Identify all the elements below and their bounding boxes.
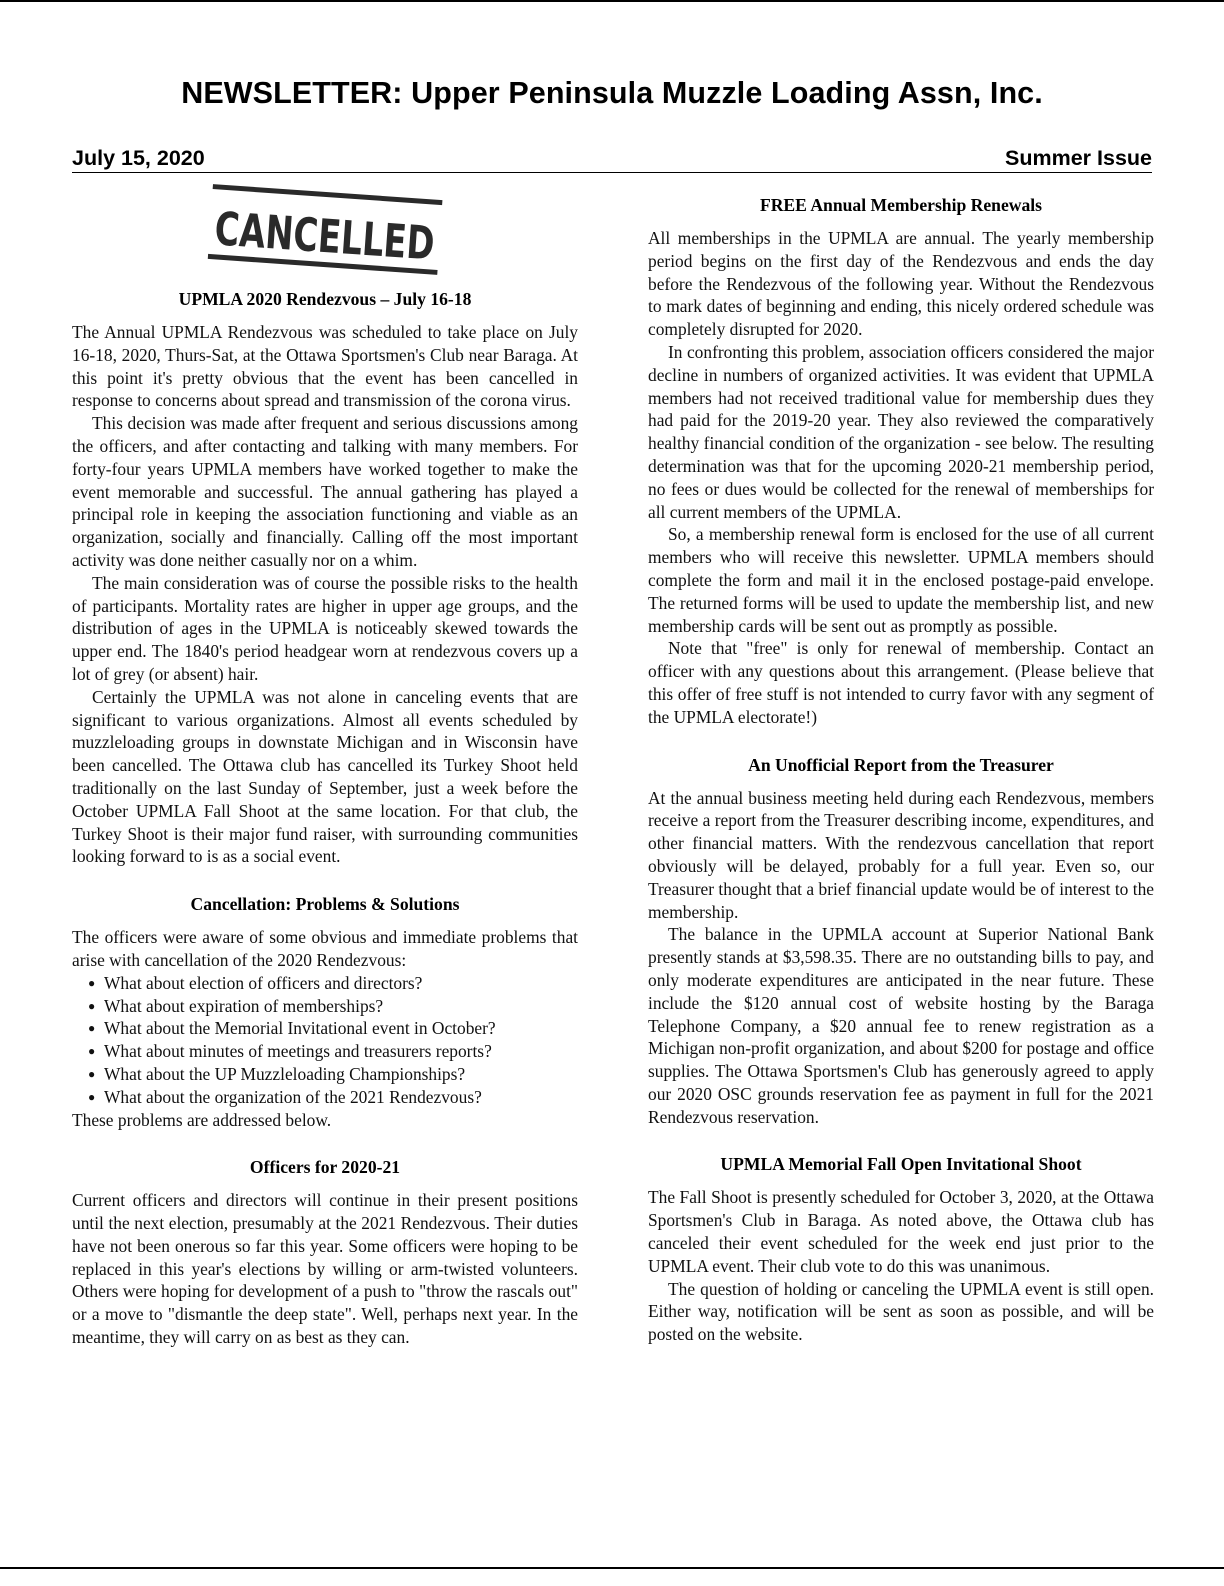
stamp-text: CANCELLED [213, 201, 518, 277]
officers-heading: Officers for 2020-21 [249, 1157, 401, 1178]
membership-paragraph: So, a membership renewal form is enclosed for the use of all current members who will receive this newsletter. UPMLA members should complete the form and mail it in the enclosed postage-paid envelope. The returned forms will be used to update the membership list, and new membership cards will be sent out as promptly as possible. [648, 524, 1154, 636]
fallshoot-heading: UPMLA Memorial Fall Open Invitational Shoot [720, 1154, 1082, 1175]
rendezvous-heading: UPMLA 2020 Rendezvous – July 16-18 [178, 289, 472, 309]
question-item: ● What about the organization of the 2021 Rendezvous? [88, 1086, 578, 1109]
rendezvous-paragraph: The Annual UPMLA Rendezvous was scheduled to take place on July 16-18, 2020, Thurs-Sat, at the Ottawa Sportsmen's Club near Baraga. At this point it's pretty obvious that the event has been cancelled in response to concerns about spread and transmission of the corona virus. [72, 322, 578, 411]
officers-article [72, 1154, 578, 1349]
dateline [72, 146, 1152, 173]
right-column [648, 192, 1154, 1346]
rendezvous-paragraph: Certainly the UPMLA was not alone in canceling events that are significant to various organizations. Almost all events scheduled by muzzleloading groups in downstate Michigan and in Wisconsin have been cancelled. The Ottawa club has cancelled its Turkey Shoot held traditionally on the last Sunday of September, just a week before the October UPMLA Fall Shoot at the same location. For that club, the Turkey Shoot is their major fund raiser, with surrounding communities looking forward to is as a social event. [72, 686, 578, 867]
treasurer-article [648, 752, 1154, 1129]
question-item: ● What about election of officers and directors? [88, 972, 578, 995]
treasurer-paragraph: At the annual business meeting held during each Rendezvous, members receive a report from the Treasurer describing income, expenditures, and other financial matters. With the rendezvous cancellation that report obviously will be delayed, probably for a full year. Even so, our Treasurer thought that a brief financial update would be of interest to the membership. [648, 787, 1154, 922]
treasurer-heading: An Unofficial Report from the Treasurer [748, 754, 1054, 775]
rendezvous-article [72, 286, 578, 868]
cancellation-outro: These problems are addressed below. [72, 1109, 332, 1130]
officers-paragraph: Current officers and directors will continue in their present positions until the next election, presumably at the 2021 Rendezvous. Their duties have not been onerous so far this year. Some officers were hoping to be replaced in this year's elections by willing or arm-twisted volunteers. Others were hoping for development of a push to "throw the rascals out" or a move to "dismantle the deep state". Well, perhaps next year. In the meantime, they will carry on as best as they can. [72, 1190, 578, 1348]
question-item: ● What about minutes of meetings and treasurers reports? [88, 1040, 578, 1063]
membership-article [648, 192, 1154, 729]
membership-paragraph: All memberships in the UPMLA are annual. The yearly membership period begins on the first day of the Rendezvous and ends the day before the Rendezvous of the following year. Without the Rendezvous to mark dates of beginning and ending, this nicely ordered schedule was completely disrupted for 2020. [648, 228, 1154, 340]
fallshoot-article [648, 1151, 1154, 1346]
cancellation-intro: The officers were aware of some obvious and immediate problems that arise with cancellation of the 2020 Rendezvous: [72, 927, 578, 970]
membership-paragraph: Note that "free" is only for renewal of membership. Contact an officer with any questions about this arrangement. (Please believe that this offer of free stuff is not intended to curry favor with any segment of the UPMLA electorate!) [648, 638, 1154, 727]
cancelled-stamp-graphic [202, 182, 518, 280]
rendezvous-paragraph: This decision was made after frequent and serious discussions among the officers, and after contacting and talking with many members. For forty-four years UPMLA members have worked together to make the event memorable and successful. The annual gathering has played a principal role in keeping the association functioning and viable as an organization, socially and financially. Calling off the most important activity was done neither casually nor on a whim. [72, 413, 578, 570]
newsletter-title: NEWSLETTER: Upper Peninsula Muzzle Loading Assn, Inc. [181, 76, 1043, 110]
question-item: ● What about expiration of memberships? [88, 995, 578, 1018]
question-item: ● What about the UP Muzzleloading Championships? [88, 1063, 578, 1086]
fallshoot-paragraph: The question of holding or canceling the UPMLA event is still open. Either way, notification will be sent as soon as possible, and will be posted on the website. [648, 1278, 1154, 1345]
question-list [72, 972, 578, 1109]
issue-name: Summer Issue [1005, 146, 1152, 170]
top-border-rule [0, 0, 1224, 2]
membership-paragraph: In confronting this problem, association officers considered the major decline in numbers of organized activities. It was evident that UPMLA members had not received traditional value for membership dues they had paid for the 2019-20 year. They also reviewed the comparatively healthy financial condition of the organization - see below. The resulting determination was that for the upcoming 2020-21 membership period, no fees or dues would be collected for the renewal of memberships for all current members of the UPMLA. [648, 341, 1154, 522]
cancelled-stamp [72, 182, 578, 280]
rendezvous-paragraph: The main consideration was of course the possible risks to the health of participants. Mortality rates are higher in upper age groups, and the distribution of ages in the UPMLA is noticeably skewed towards the upper end. The 1840's period headgear worn at rendezvous covers up a lot of grey (or absent) hair. [72, 572, 578, 684]
membership-heading: FREE Annual Membership Renewals [759, 195, 1042, 215]
question-item: ● What about the Memorial Invitational event in October? [88, 1017, 578, 1040]
treasurer-paragraph: The balance in the UPMLA account at Superior National Bank presently stands at $3,598.35. There are no outstanding bills to pay, and only moderate expenditures are anticipated in the near future. These include the $120 annual cost of website hosting by the Baraga Telephone Company, a $20 annual fee to renew registration as a Michigan non-profit organization, and about $200 for postage and office supplies. The Ottawa Sportsmen's Club has generously agreed to apply our 2020 OSC grounds reservation fee as payment in full for the 2021 Rendezvous reservation. [648, 924, 1154, 1127]
issue-date: July 15, 2020 [72, 146, 205, 170]
cancellation-article [72, 891, 578, 1131]
bottom-border-rule [0, 1567, 1224, 1569]
cancellation-heading: Cancellation: Problems & Solutions [190, 894, 460, 915]
fallshoot-paragraph: The Fall Shoot is presently scheduled for October 3, 2020, at the Ottawa Sportsmen's Club in Baraga. As noted above, the Ottawa club has canceled their event scheduled for the week end just prior to the UPMLA event. Their club vote to do this was unanimous. [648, 1187, 1154, 1276]
left-column [72, 174, 578, 1349]
